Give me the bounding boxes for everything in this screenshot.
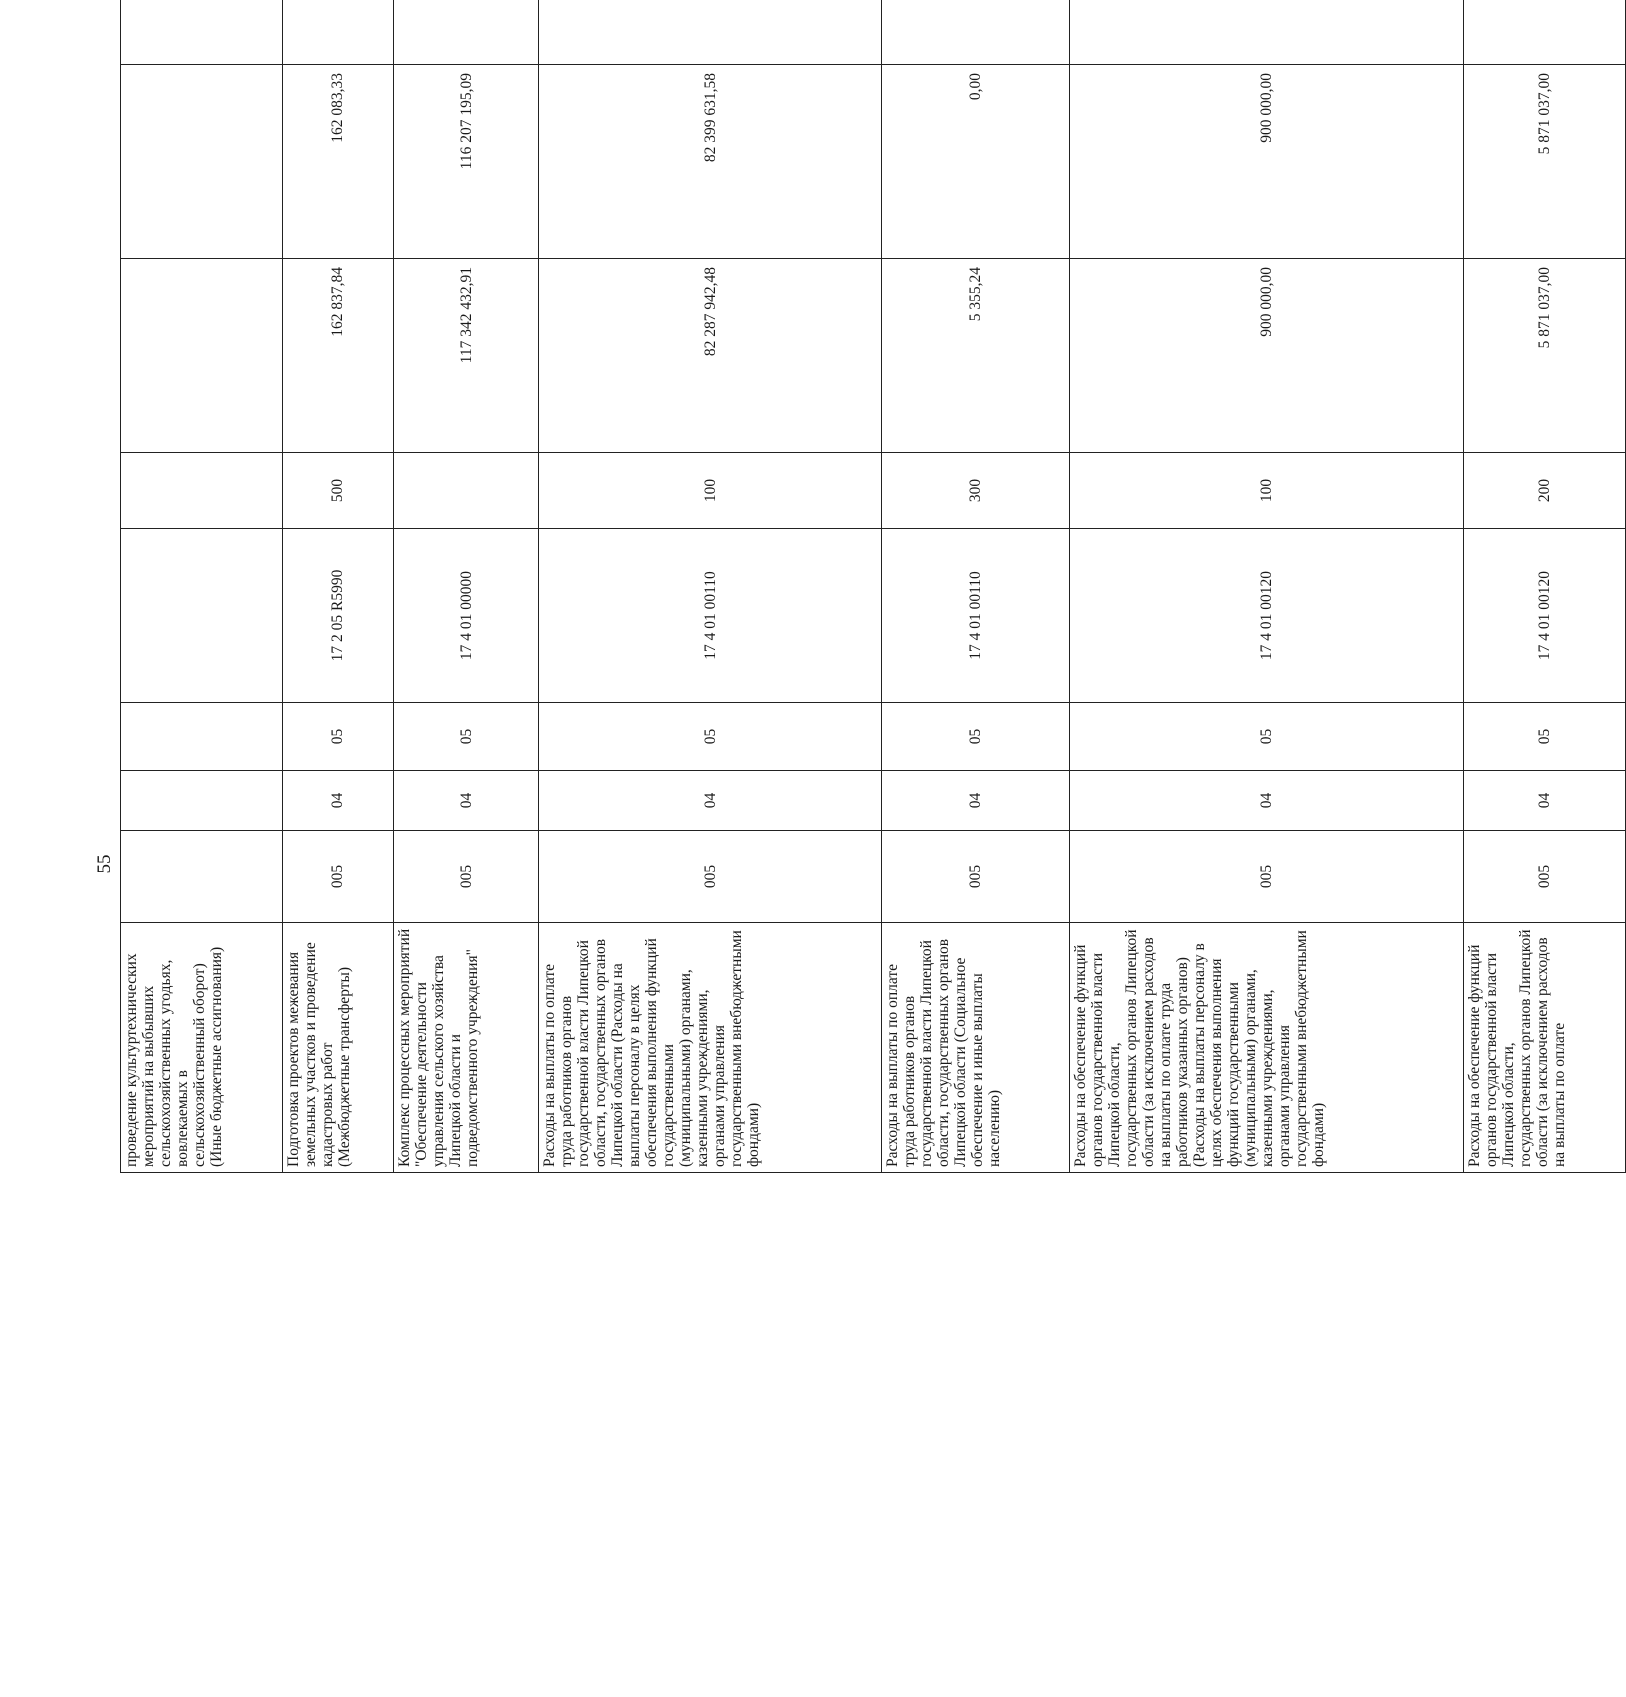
row-expense-type: [121, 453, 283, 529]
row-amount-1: 5 355,24: [881, 259, 1069, 453]
row-target-article: 17 4 01 00120: [1069, 529, 1463, 703]
row-name: Расходы на обеспечение функций органов государственной власти Липецкой области, государственных органов Липецкой области (за исключением расходов на выплаты по оплате: [1463, 923, 1625, 1173]
row-section: [121, 771, 283, 831]
table-row: [539, 0, 882, 1173]
row-ved-code: 005: [881, 831, 1069, 923]
row-amount-3: [1069, 0, 1463, 65]
row-subsection: 05: [539, 703, 882, 771]
row-subsection: 05: [881, 703, 1069, 771]
row-section: 04: [881, 771, 1069, 831]
row-name: Расходы на выплаты по оплате труда работников органов государственной власти Липецкой области, государственных органов Липецкой области (Социальное обеспечение и иные выплаты населению): [881, 923, 1069, 1173]
row-ved-code: 005: [393, 831, 538, 923]
row-ved-code: 005: [1069, 831, 1463, 923]
table-row: [283, 0, 394, 1173]
page-number: 55: [94, 854, 115, 874]
row-section: 04: [283, 771, 394, 831]
row-name: Расходы на выплаты по оплате труда работников органов государственной власти Липецкой области, государственных органов Липецкой области (Расходы на выплаты персоналу в целях обеспечения выполнения функций государственными (муниципальными) органами, казенными учреждениями, органами управления государственными внебюджетными фондами): [539, 923, 882, 1173]
table-row: [1069, 0, 1463, 1173]
row-expense-type: 100: [539, 453, 882, 529]
row-ved-code: 005: [539, 831, 882, 923]
row-ved-code: [121, 831, 283, 923]
row-expense-type: [393, 453, 538, 529]
table-row: [881, 0, 1069, 1173]
row-name: Расходы на обеспечение функций органов государственной власти Липецкой области, государственных органов Липецкой области (за исключением расходов на выплаты по оплате труда работников указанных органов) (Расходы на выплаты персоналу в целях обеспечения выполнения функций государственными (муниципальными) органами, казенными учреждениями, органами управления государственными внебюджетными фондами): [1069, 923, 1463, 1173]
row-amount-3: [283, 0, 394, 65]
row-amount-3: [539, 0, 882, 65]
row-amount-2: 82 399 631,58: [539, 65, 882, 259]
row-expense-type: 100: [1069, 453, 1463, 529]
row-name: Комплекс процессных мероприятий "Обеспечение деятельности управления сельского хозяйства Липецкой области и подведомственного учреждения": [393, 923, 538, 1173]
row-amount-1: 82 287 942,48: [539, 259, 882, 453]
row-subsection: [121, 703, 283, 771]
row-section: 04: [393, 771, 538, 831]
row-amount-1: 5 871 037,00: [1463, 259, 1625, 453]
row-amount-3: [393, 0, 538, 65]
row-target-article: 17 4 01 00000: [393, 529, 538, 703]
row-name: Подготовка проектов межевания земельных участков и проведение кадастровых работ (Межбюджетные трансферты): [283, 923, 394, 1173]
table-row: [121, 0, 283, 1173]
row-amount-3: [881, 0, 1069, 65]
row-amount-1: 900 000,00: [1069, 259, 1463, 453]
row-amount-1: [121, 259, 283, 453]
row-amount-2: 900 000,00: [1069, 65, 1463, 259]
row-target-article: 17 2 05 R5990: [283, 529, 394, 703]
row-ved-code: 005: [1463, 831, 1625, 923]
row-section: 04: [539, 771, 882, 831]
row-amount-2: 0,00: [881, 65, 1069, 259]
row-expense-type: 500: [283, 453, 394, 529]
budget-table-wrapper: [120, 65, 1568, 1571]
row-ved-code: 005: [283, 831, 394, 923]
row-amount-2: 116 207 195,09: [393, 65, 538, 259]
row-amount-1: 162 837,84: [283, 259, 394, 453]
row-target-article: 17 4 01 00110: [539, 529, 882, 703]
row-subsection: 05: [1463, 703, 1625, 771]
row-subsection: 05: [1069, 703, 1463, 771]
row-amount-1: 117 342 432,91: [393, 259, 538, 453]
row-section: 04: [1463, 771, 1625, 831]
budget-table: [120, 0, 1626, 1173]
row-name: проведение культуртехнических мероприятий на выбывших сельскохозяйственных угодьях, вовлекаемых в сельскохозяйственный оборот) (Иные бюджетные ассигнования): [121, 923, 283, 1173]
row-amount-2: 5 871 037,00: [1463, 65, 1625, 259]
row-amount-3: [121, 0, 283, 65]
table-row: [393, 0, 538, 1173]
row-amount-2: 162 083,33: [283, 65, 394, 259]
row-target-article: [121, 529, 283, 703]
row-subsection: 05: [283, 703, 394, 771]
row-amount-2: [121, 65, 283, 259]
row-amount-3: [1463, 0, 1625, 65]
row-expense-type: 300: [881, 453, 1069, 529]
row-expense-type: 200: [1463, 453, 1625, 529]
row-section: 04: [1069, 771, 1463, 831]
row-target-article: 17 4 01 00120: [1463, 529, 1625, 703]
table-row: [1463, 0, 1625, 1173]
row-subsection: 05: [393, 703, 538, 771]
row-target-article: 17 4 01 00110: [881, 529, 1069, 703]
